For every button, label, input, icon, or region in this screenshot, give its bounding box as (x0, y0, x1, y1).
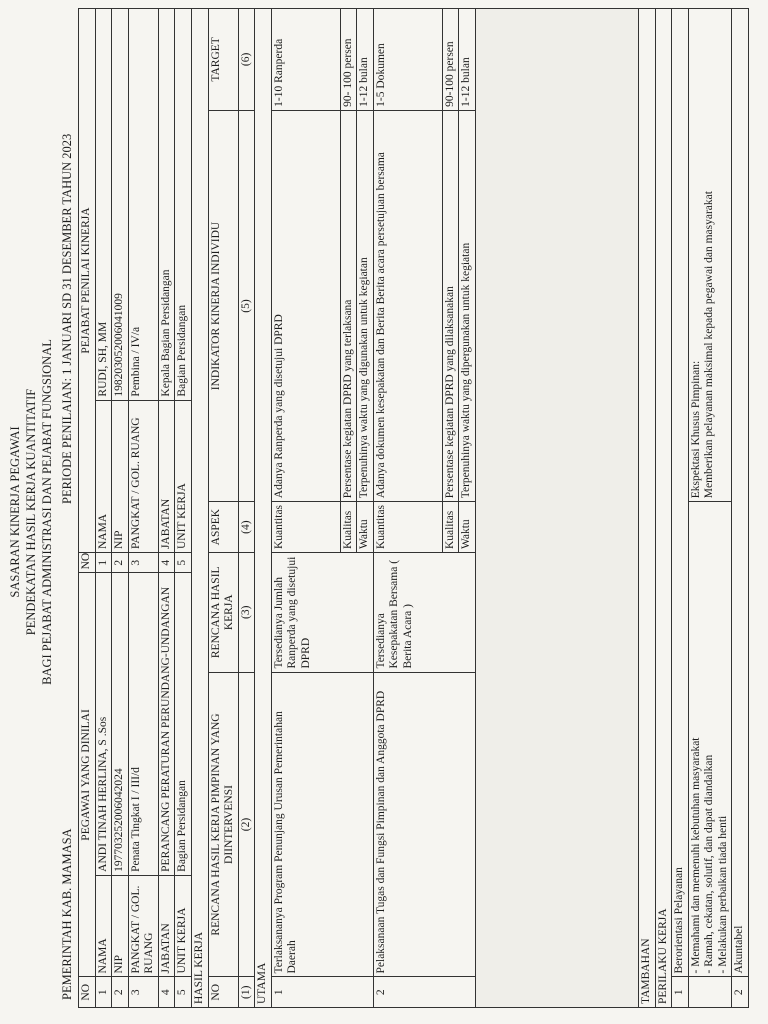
penilai-row-no: 4 (158, 553, 175, 573)
col-number: (2) (238, 672, 255, 977)
identity-row (158, 9, 175, 1008)
identity-row (112, 9, 129, 1008)
blank-row (476, 9, 639, 1008)
hasil-kerja-section-row (191, 9, 208, 1008)
hk-aspek: Waktu (459, 502, 476, 553)
hk-indikator-header: INDIKATOR KINERJA INDIVIDU (208, 110, 238, 501)
assessment-period: PERIODE PENILAIAN: 1 JANUARI SD 31 DESEMBER TAHUN 2023 (60, 133, 74, 504)
penilai-row-label: NIP (112, 400, 129, 552)
perilaku-item-no: 2 (732, 977, 749, 1008)
col-number: (1) (238, 977, 255, 1008)
perilaku-item-no: 1 (672, 977, 689, 1008)
hk-target-header: TARGET (208, 9, 238, 111)
pegawai-header-row (79, 9, 96, 1008)
penilai-row-label: UNIT KERJA (175, 400, 192, 552)
hk-indikator: Adanya dokumen kesepakatan dan Berita Berita acara persetujuan bersama (373, 110, 442, 501)
pegawai-nip: 197703252006042024 (112, 573, 129, 875)
hk-rhk-pimpinan-header: RENCANA HASIL KERJA PIMPINAN YANG DIINTERVENSI (208, 672, 238, 977)
hk-target: 1-12 bulan (357, 9, 374, 111)
title-line-3: BAGI PEJABAT ADMINISTRASI DAN PEJABAT FUNGSIONAL (40, 339, 54, 685)
perilaku-point: - Memahami dan memenuhi kebutuhan masyarakat (689, 737, 702, 974)
perilaku-section-row (655, 9, 672, 1008)
hk-target: 1-12 bulan (459, 9, 476, 111)
penilai-row-no: 2 (112, 553, 129, 573)
hk-rhk: Tersedianya Jumlah Ranperda yang disetujui DPRD (271, 553, 373, 672)
hk-aspek: Waktu (357, 502, 374, 553)
hk-item-no: 2 (373, 977, 475, 1008)
utama-row (255, 9, 272, 1008)
pegawai-row-label: JABATAN (158, 875, 175, 977)
hk-target: 1-5 Dokumen (373, 9, 442, 111)
hk-indikator: Terpenuhinya waktu yang digunakan untuk kegiatan (357, 110, 374, 501)
pegawai-row-no: 3 (128, 977, 158, 1008)
penilai-row-no: 3 (128, 553, 158, 573)
penilai-row-label: NAMA (95, 400, 112, 552)
pegawai-name: ANDI TINAH HERLINA, S .Sos (95, 573, 112, 875)
identity-row (175, 9, 192, 1008)
perilaku-item-title-row (672, 9, 689, 1008)
hasil-kerja-header-row (208, 9, 238, 1008)
utama-label: UTAMA (255, 9, 272, 1008)
pegawai-row-no: 2 (112, 977, 129, 1008)
hk-no-header: NO (208, 977, 238, 1008)
hk-item-row (373, 9, 442, 1008)
hk-item-row (271, 9, 340, 1008)
penilai-row-no: 1 (95, 553, 112, 573)
penilai-nip: 198203052006041009 (112, 9, 129, 401)
perilaku-item-body-row (688, 9, 732, 1008)
penilai-name: RUDI, SH, MM (95, 9, 112, 401)
title-line-1: SASARAN KINERJA PEGAWAI (8, 426, 22, 598)
perilaku-section-title: PERILAKU KERJA (655, 9, 672, 1008)
perilaku-item-title: Berorientasi Pelayanan (672, 9, 689, 978)
pegawai-row-label: NIP (112, 875, 129, 977)
penilai-unit: Bagian Persidangan (175, 9, 192, 401)
hk-aspek: Kuantitas (271, 502, 340, 553)
title-line-2: PENDEKATAN HASIL KERJA KUANTITATIF (24, 388, 38, 636)
perilaku-item-title-row (732, 9, 749, 1008)
tambahan-row (639, 9, 656, 1008)
pegawai-row-no: 5 (175, 977, 192, 1008)
pegawai-unit: Bagian Persidangan (175, 573, 192, 875)
col-number: (4) (238, 502, 255, 553)
penilai-position: Kepala Bagian Persidangan (158, 9, 175, 401)
hk-rhk-pimpinan: Pelaksanaan Tugas dan Fungsi Pimpinan dan Anggota DPRD (373, 672, 475, 977)
ekspektasi-text: Memberikan pelayanan maksimal kepada pegawai dan masyarakat (703, 191, 716, 499)
pegawai-row-label: UNIT KERJA (175, 875, 192, 977)
hk-indikator: Adanya Ranperda yang disetujui DPRD (271, 110, 340, 501)
perilaku-point: - Melakukan perbaikan tiada henti (716, 815, 729, 974)
identity-row (128, 9, 158, 1008)
hk-target: 1-10 Ranperda (271, 9, 340, 111)
column-number-row (238, 9, 255, 1008)
penilai-header: PEJABAT PENILAI KINERJA (79, 9, 96, 553)
hk-aspek: Kualitas (340, 502, 357, 553)
perilaku-point: - Ramah, cekatan, solutif, dan dapat diandalkan (703, 754, 716, 974)
pegawai-row-no: 1 (95, 977, 112, 1008)
pegawai-row-no: 4 (158, 977, 175, 1008)
hk-target: 90-100 persen (442, 9, 459, 111)
hk-indikator: Terpenuhinya waktu yang dipergunakan untuk kegiatan (459, 110, 476, 501)
perilaku-points (688, 502, 732, 977)
pegawai-rank: Penata Tingkat I / III/d (128, 573, 158, 875)
hk-rhk: Tersedianya Kesepakatan Bersama ( Berita Acara ) (373, 553, 475, 672)
pegawai-no-header: NO (79, 977, 96, 1008)
pegawai-row-label: PANGKAT / GOL. RUANG (128, 875, 158, 977)
organization: PEMERINTAH KAB. MAMASA (60, 828, 74, 1000)
skp-table (78, 8, 749, 1008)
col-number: (6) (238, 9, 255, 111)
hk-aspek-header: ASPEK (208, 502, 238, 553)
ekspektasi-cell (688, 9, 732, 502)
col-number: (3) (238, 553, 255, 672)
tambahan-label: TAMBAHAN (639, 9, 656, 1008)
hk-target: 90- 100 persen (340, 9, 357, 111)
pegawai-row-label: NAMA (95, 875, 112, 977)
penilai-row-no: 5 (175, 553, 192, 573)
hk-rhk-header: RENCANA HASIL KERJA (208, 553, 238, 672)
hk-indikator: Persentase kegiatan DPRD yang terlaksana (340, 110, 357, 501)
hk-aspek: Kuantitas (373, 502, 442, 553)
hk-item-no: 1 (271, 977, 373, 1008)
identity-row (95, 9, 112, 1008)
hk-indikator: Persentase kegiatan DPRD yang dilaksanakan (442, 110, 459, 501)
hk-aspek: Kualitas (442, 502, 459, 553)
hk-rhk-pimpinan: Terlaksananya Program Penunjang Urusan Pemerintahan Daerah (271, 672, 373, 977)
penilai-row-label: PANGKAT / GOL. RUANG (128, 400, 158, 552)
penilai-row-label: JABATAN (158, 400, 175, 552)
col-number: (5) (238, 110, 255, 501)
hasil-kerja-section-title: HASIL KERJA (191, 9, 208, 1008)
pegawai-header: PEGAWAI YANG DINILAI (79, 573, 96, 977)
ekspektasi-label: Ekspektasi Khusus Pimpinan: (689, 360, 702, 499)
penilai-no-header: NO (79, 553, 96, 573)
perilaku-item-title: Akuntabel (732, 9, 749, 978)
penilai-rank: Pembina / IV/a (128, 9, 158, 401)
pegawai-position: PERANCANG PERATURAN PERUNDANG-UNDANGAN (158, 573, 175, 875)
